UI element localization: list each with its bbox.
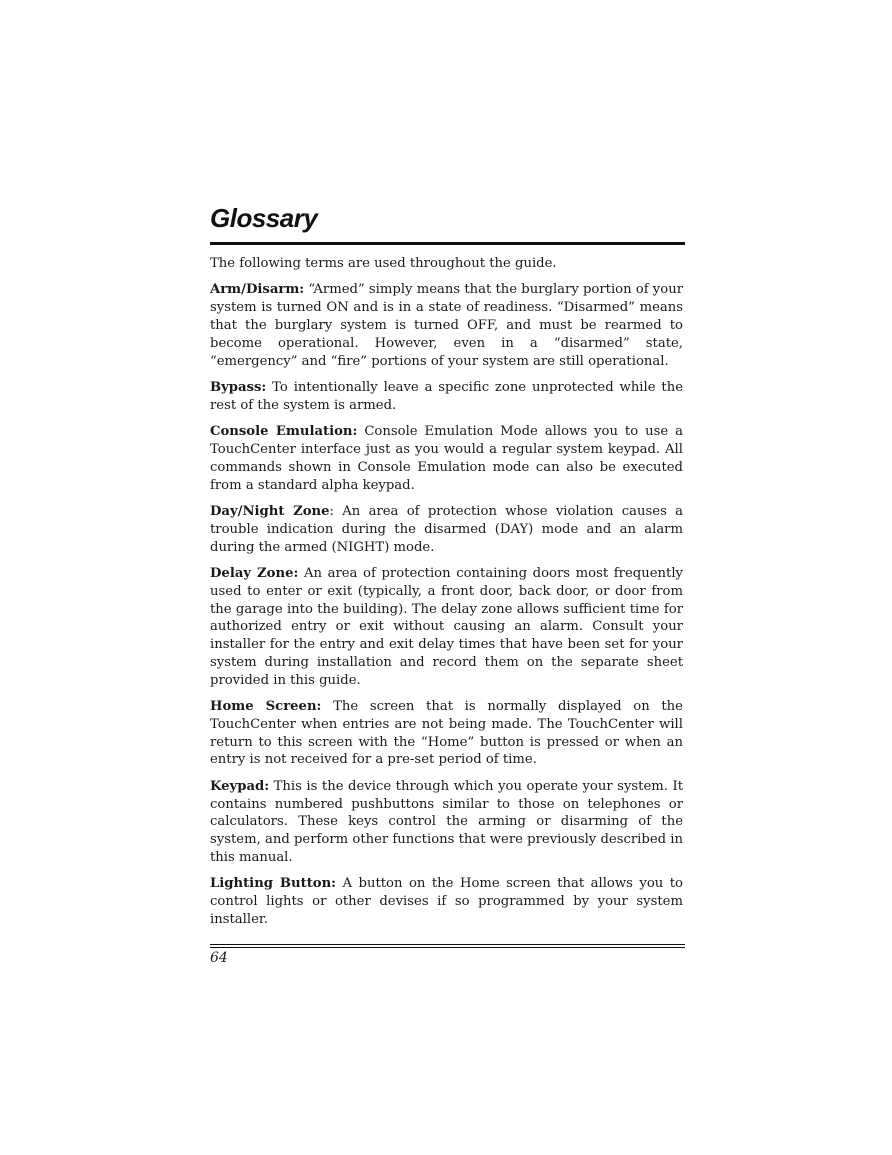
glossary-entry-day-night-zone [210, 503, 683, 556]
glossary-entry-lighting-button [210, 875, 683, 928]
glossary-entry-console-emulation [210, 423, 683, 494]
glossary-content [210, 255, 683, 937]
glossary-term: Delay Zone: [210, 565, 299, 581]
glossary-entry-arm-disarm [210, 281, 683, 370]
glossary-term: Arm/Disarm: [210, 282, 305, 298]
glossary-entry-keypad [210, 778, 683, 867]
glossary-definition: Console Emulation Mode allows you to use a TouchCenter interface just as you would a regular system keypad. All commands shown in Console Emulation mode can also be executed from a standard alpha keypad. [210, 424, 683, 493]
glossary-entry-bypass [210, 379, 683, 415]
footer-rule [210, 944, 685, 948]
glossary-term: Console Emulation: [210, 424, 358, 440]
intro-paragraph: The following terms are used throughout the guide. [210, 256, 557, 271]
glossary-term: Lighting Button: [210, 876, 337, 892]
glossary-definition: This is the device through which you operate your system. It contains numbered pushbuttons similar to those on telephones or calculators. These keys control the arming or disarming of the system, and perform other functions that were previously described in this manual. [210, 778, 683, 866]
glossary-definition: An area of protection containing doors most frequently used to enter or exit (typically, a front door, back door, or door from the garage into the building). The delay zone allows sufficient time for authorized entry or exit without causing an alarm. Consult your installer for the entry and exit delay times that have been set for your system during installation and record them on the separate sheet provided in this guide. [210, 565, 683, 688]
glossary-definition: : An area of protection whose violation causes a trouble indication during the disarmed (DAY) mode and an alarm during the armed (NIGHT) mode. [210, 503, 683, 555]
glossary-definition: The screen that is normally displayed on the TouchCenter when entries are not being made. The TouchCenter will return to this screen with the “Home” button is pressed or when an entry is not received for a pre-set period of time. [210, 699, 683, 768]
glossary-definition: “Armed” simply means that the burglary portion of your system is turned ON and is in a state of readiness. “Disarmed” means that the burglary system is turned OFF, and must be rearmed to become operational. However, even in a “disarmed” state, “emergency” and “fire” portions of your system are still operational. [210, 282, 683, 369]
glossary-term: Keypad: [210, 778, 270, 794]
glossary-term: Day/Night Zone [210, 503, 330, 519]
title-rule [210, 242, 685, 245]
glossary-entry-delay-zone [210, 565, 683, 690]
glossary-definition: To intentionally leave a specific zone unprotected while the rest of the system is armed. [210, 379, 683, 413]
glossary-entry-home-screen [210, 698, 683, 769]
glossary-definition: A button on the Home screen that allows you to control lights or other devises if so programmed by your system installer. [210, 876, 683, 928]
page-title: Glossary [210, 203, 318, 233]
glossary-term: Bypass: [210, 379, 267, 395]
glossary-term: Home Screen: [210, 699, 322, 715]
page-number: 64 [210, 950, 228, 966]
